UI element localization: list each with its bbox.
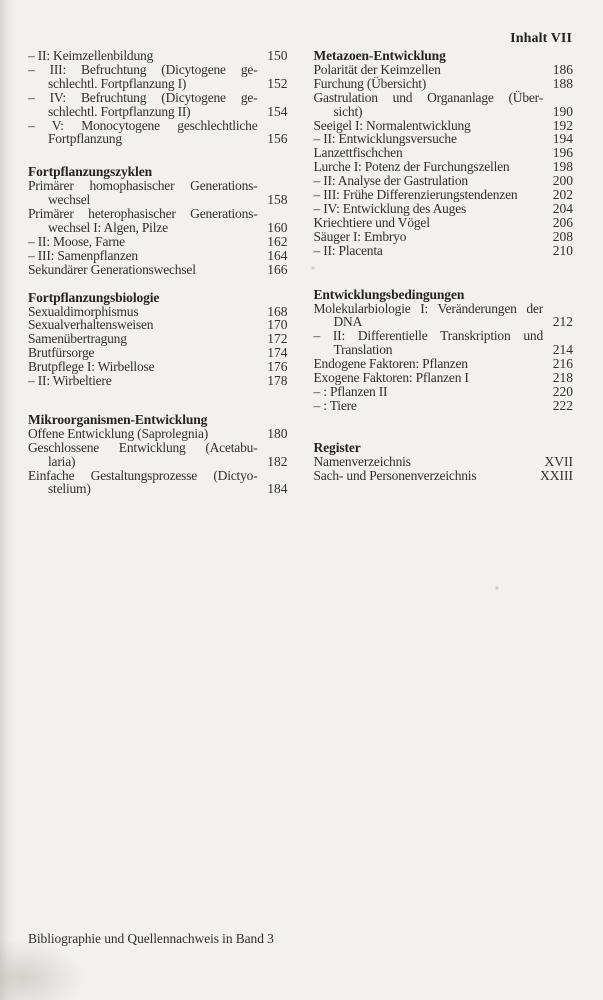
entry-page-number: 178 — [267, 373, 288, 389]
entry-page-number: 218 — [552, 370, 573, 386]
entry-text — [314, 160, 544, 174]
entry-text — [28, 346, 258, 360]
entry-line: – III: Frühe Differenzierungstendenzen — [313, 187, 518, 203]
toc-column-left — [28, 49, 288, 496]
entry-text — [28, 91, 258, 119]
toc-entry — [314, 469, 574, 483]
toc-section — [28, 413, 288, 496]
toc-entry — [28, 441, 288, 469]
section-heading: Mikroorganismen-Entwicklung — [28, 411, 208, 427]
entry-line: – V: Monocytogene geschlechtliche — [28, 117, 258, 133]
toc-section — [28, 165, 288, 276]
entry-line: DNA — [333, 314, 363, 330]
entry-text — [314, 119, 544, 133]
entry-line: – : Tiere — [313, 397, 357, 413]
toc-entry — [28, 235, 288, 249]
toc-entry — [28, 207, 288, 235]
toc-entry — [314, 357, 574, 371]
toc-entry — [314, 132, 574, 146]
entry-line: – III: Samenpflanzen — [28, 247, 138, 263]
entry-line: Gastrulation und Organanlage (Über- — [313, 89, 543, 105]
entry-page-number: 164 — [267, 247, 288, 263]
toc-entry — [28, 318, 288, 332]
entry-line: Säuger I: Embryo — [313, 228, 407, 244]
entry-line: laria) — [48, 453, 76, 469]
entry-page-number: 206 — [552, 214, 573, 230]
entry-text — [314, 469, 544, 483]
entry-text — [314, 188, 544, 202]
entry-line: Seeigel I: Normalentwicklung — [313, 117, 471, 133]
toc-section — [314, 288, 574, 413]
entry-text — [314, 371, 544, 385]
running-head: Inhalt VII — [510, 31, 572, 46]
entry-text — [314, 132, 544, 146]
toc-entry — [314, 230, 574, 244]
entry-text — [28, 63, 258, 91]
entry-page-number: 186 — [552, 61, 573, 77]
entry-page-number: XVII — [544, 453, 573, 469]
toc-entry — [314, 455, 574, 469]
toc-column-right — [314, 49, 574, 496]
entry-line: Namenverzeichnis — [313, 453, 411, 469]
toc-section — [28, 49, 288, 146]
entry-text — [314, 357, 544, 371]
toc-entry — [314, 244, 574, 258]
toc-entry — [314, 174, 574, 188]
entry-page-number: 150 — [267, 48, 288, 63]
entry-line: schlechtl. Fortpflanzung I) — [48, 75, 187, 91]
toc-entry — [28, 427, 288, 441]
entry-line: – IV: Befruchtung (Dicytogene ge- — [28, 89, 258, 105]
entry-text — [28, 360, 258, 374]
entry-line: Fortpflanzung — [48, 131, 122, 147]
entry-page-number: 220 — [552, 383, 573, 399]
entry-text — [28, 469, 258, 497]
toc-section — [314, 441, 574, 483]
entry-text — [314, 455, 544, 469]
entry-line: Primärer homophasischer Generations- — [28, 178, 258, 194]
entry-text — [28, 263, 258, 277]
toc-entry — [28, 263, 288, 277]
entry-page-number: 216 — [552, 356, 573, 372]
entry-line: Sexualdimorphismus — [28, 303, 139, 319]
toc-entry — [314, 385, 574, 399]
entry-line: Geschlossene Entwicklung (Acetabu- — [28, 439, 258, 455]
toc-entry — [314, 216, 574, 230]
entry-line: – III: Befruchtung (Dicytogene ge- — [28, 61, 258, 77]
entry-line: schlechtl. Fortpflanzung II) — [48, 103, 191, 119]
entry-text — [28, 179, 258, 207]
entry-page-number: 192 — [552, 117, 573, 133]
toc-entry — [28, 469, 288, 497]
entry-line: stelium) — [48, 481, 91, 497]
entry-text — [28, 441, 258, 469]
toc-entry — [314, 146, 574, 160]
entry-text — [28, 427, 258, 441]
entry-line: Offene Entwicklung (Saprolegnia) — [28, 425, 209, 441]
toc-entry — [314, 188, 574, 202]
toc-entry — [28, 63, 288, 91]
entry-page-number: 202 — [552, 187, 573, 203]
entry-text — [314, 302, 544, 330]
toc-entry — [28, 332, 288, 346]
entry-text — [314, 385, 544, 399]
entry-page-number: 152 — [267, 75, 288, 91]
entry-text — [314, 202, 544, 216]
entry-line: Lanzettfischchen — [313, 145, 403, 161]
toc-section — [314, 49, 574, 258]
entry-text — [28, 235, 258, 249]
entry-page-number: 222 — [552, 397, 573, 413]
toc-entry — [28, 374, 288, 388]
entry-line: Molekularbiologie I: Veränderungen der — [313, 300, 543, 316]
entry-page-number: 162 — [267, 233, 288, 249]
entry-page-number: 172 — [267, 331, 288, 347]
entry-line: Furchung (Übersicht) — [313, 75, 427, 91]
entry-page-number: 168 — [267, 303, 288, 319]
toc-entry — [28, 91, 288, 119]
entry-line: – II: Analyse der Gastrulation — [313, 173, 468, 189]
entry-page-number: 188 — [552, 75, 573, 91]
toc-entry — [28, 346, 288, 360]
entry-line: wechsel I: Algen, Pilze — [48, 219, 168, 235]
toc-entry — [314, 399, 574, 413]
entry-page-number: 174 — [267, 345, 288, 361]
section-heading: Fortpflanzungszyklen — [28, 164, 153, 180]
entry-page-number: 180 — [267, 425, 288, 441]
entry-text — [28, 207, 258, 235]
toc-section — [28, 291, 288, 388]
entry-line: – II: Keimzellenbildung — [28, 48, 154, 63]
entry-page-number: 200 — [552, 173, 573, 189]
entry-line: – II: Placenta — [313, 242, 383, 258]
toc-entry — [314, 302, 574, 330]
toc-entry — [314, 202, 574, 216]
section-heading: Entwicklungsbedingungen — [313, 286, 465, 302]
toc-entry — [314, 329, 574, 357]
entry-text — [28, 249, 258, 263]
entry-line: Primärer heterophasischer Generations- — [28, 206, 258, 222]
entry-line: Sexualverhaltensweisen — [28, 317, 154, 333]
entry-page-number: 160 — [267, 219, 288, 235]
entry-page-number: 210 — [552, 242, 573, 258]
toc-entry — [314, 371, 574, 385]
section-heading: Metazoen-Entwicklung — [313, 48, 446, 63]
entry-page-number: 176 — [267, 359, 288, 375]
toc-entry — [28, 49, 288, 63]
entry-page-number: 198 — [552, 159, 573, 175]
entry-line: Einfache Gestaltungsprozesse (Dictyo- — [28, 467, 258, 483]
entry-page-number: 170 — [267, 317, 288, 333]
entry-text — [28, 318, 258, 332]
entry-line: Sach- und Personenverzeichnis — [313, 467, 477, 483]
entry-line: – : Pflanzen II — [313, 383, 388, 399]
section-heading: Fortpflanzungsbiologie — [28, 289, 160, 305]
entry-line: Lurche I: Potenz der Furchungszellen — [313, 159, 510, 175]
entry-line: Polarität der Keimzellen — [313, 61, 441, 77]
entry-text — [314, 230, 544, 244]
entry-page-number: 208 — [552, 228, 573, 244]
entry-page-number: 166 — [267, 261, 288, 277]
entry-text — [314, 399, 544, 413]
toc-entry — [28, 119, 288, 147]
entry-text — [314, 77, 544, 91]
entry-text — [28, 332, 258, 346]
entry-page-number: 156 — [267, 131, 288, 147]
entry-line: – IV: Entwicklung des Auges — [313, 200, 467, 216]
entry-line: Brutfürsorge — [28, 345, 95, 361]
entry-text — [314, 216, 544, 230]
entry-line: – II: Differentielle Transkription und — [313, 328, 543, 344]
entry-page-number: 154 — [267, 103, 288, 119]
entry-text — [314, 91, 544, 119]
entry-line: Exogene Faktoren: Pflanzen I — [313, 370, 469, 386]
entry-line: Samenübertragung — [28, 331, 127, 347]
toc-entry — [28, 305, 288, 319]
entry-line: Kriechtiere und Vögel — [313, 214, 430, 230]
entry-text — [314, 329, 544, 357]
entry-line: sicht) — [333, 103, 363, 119]
toc-entry — [28, 360, 288, 374]
entry-line: Translation — [333, 342, 393, 358]
toc-entry — [28, 179, 288, 207]
entry-line: – II: Wirbeltiere — [28, 373, 112, 389]
entry-text — [314, 63, 544, 77]
toc-columns — [28, 49, 573, 496]
entry-text — [28, 49, 258, 63]
entry-page-number: 182 — [267, 453, 288, 469]
entry-line: – II: Entwicklungsversuche — [313, 131, 457, 147]
toc-entry — [314, 63, 574, 77]
entry-text — [314, 244, 544, 258]
entry-text — [314, 146, 544, 160]
entry-page-number: 194 — [552, 131, 573, 147]
toc-entry — [314, 77, 574, 91]
entry-line: – II: Moose, Farne — [28, 233, 125, 249]
entry-line: Sekundärer Generationswechsel — [28, 261, 196, 277]
entry-text — [28, 374, 258, 388]
entry-page-number: 196 — [552, 145, 573, 161]
entry-text — [314, 174, 544, 188]
toc-entry — [28, 249, 288, 263]
entry-page-number: 212 — [552, 314, 573, 330]
toc-entry — [314, 91, 574, 119]
entry-page-number: 204 — [552, 200, 573, 216]
section-heading: Register — [313, 439, 361, 455]
entry-page-number: XXIII — [540, 467, 573, 483]
entry-page-number: 214 — [552, 342, 573, 358]
entry-line: wechsel — [48, 192, 91, 208]
footer-note: Bibliographie und Quellennachweis in Band 3 — [28, 931, 274, 946]
entry-line: Endogene Faktoren: Pflanzen — [313, 356, 468, 372]
toc-entry — [314, 160, 574, 174]
entry-text — [28, 119, 258, 147]
entry-page-number: 158 — [267, 192, 288, 208]
entry-text — [28, 305, 258, 319]
entry-page-number: 184 — [267, 481, 288, 497]
toc-entry — [314, 119, 574, 133]
entry-page-number: 190 — [552, 103, 573, 119]
entry-line: Brutpflege I: Wirbellose — [28, 359, 155, 375]
